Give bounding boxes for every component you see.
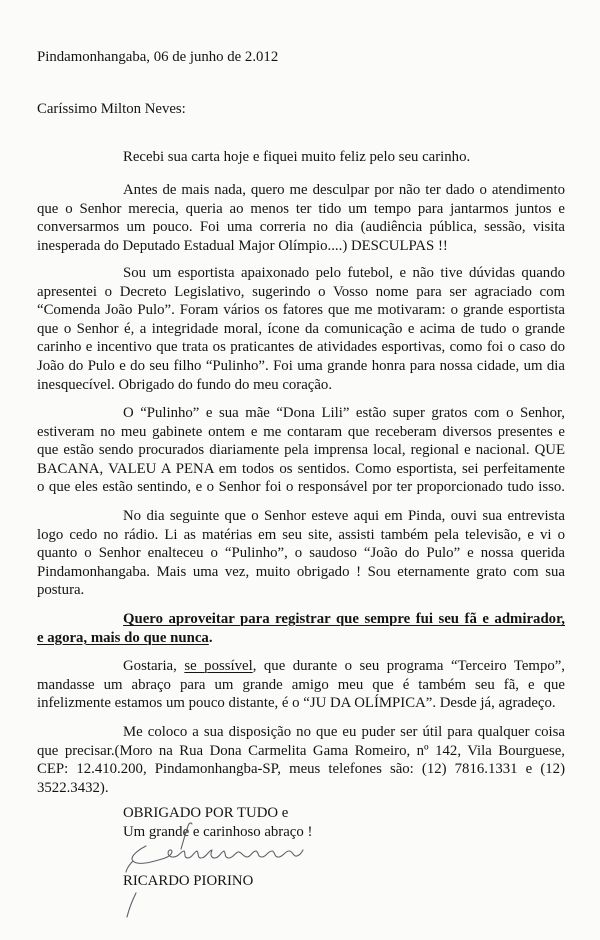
- body-line: Pindamonhangaba. Mais uma vez, muito obrigado ! Sou eternamente grato com sua: [37, 563, 565, 580]
- paragraph-3: [37, 264, 565, 394]
- signer-name-block: [123, 872, 523, 891]
- underlined-text: se possível: [184, 658, 253, 674]
- body-line: quanto o Senhor enalteceu o “Pulinho”, o saudoso “João do Pulo” e nossa querida: [37, 545, 565, 562]
- body-line: [37, 657, 565, 676]
- date-line-block: [37, 48, 565, 67]
- body-line: inesperada do Deputado Estadual Major Olímpio....) DESCULPAS !!: [37, 237, 448, 254]
- body-line: o que eles estão sentindo, e o Senhor foi o responsável por ter proporcionado tudo isso.: [37, 479, 565, 496]
- underlined-text: e agora, mais do que nunca: [37, 629, 209, 646]
- salutation: Caríssimo Milton Neves:: [37, 101, 186, 117]
- body-line: que estão sendo procurados diariamente pela imprensa local, regional e nacional. QUE: [37, 442, 565, 459]
- body-line: No dia seguinte que o Senhor esteve aqui em Pinda, ouvi sua entrevista: [123, 508, 565, 524]
- paragraph-8: [37, 723, 565, 797]
- body-line: que o Senhor merecia, queria ao menos ter tido um tempo para jantarmos juntos e: [37, 200, 565, 217]
- body-line: logo cedo no rádio. Li as matérias em seu site, assisti também pela televisão, e vi o: [37, 526, 565, 543]
- body-line: O “Pulinho” e sua mãe “Dona Lili” estão super gratos com o Senhor,: [123, 405, 565, 421]
- body-line: que o Senhor é, a integridade moral, ícone da comunicação e acima de tudo o grande: [37, 320, 565, 337]
- end-punctuation: .: [208, 629, 213, 646]
- paragraph-7: [37, 657, 565, 713]
- body-line: infelizmente estamos um pouco distante, é o “JU DA OLÍMPICA”. Desde já, agradeço.: [37, 695, 556, 712]
- body-line: que precisar.(Moro na Rua Dona Carmelita Gama Romeiro, nº 142, Vila Bourguese,: [37, 742, 565, 759]
- salutation-block: [37, 100, 565, 119]
- body-line: CEP: 12.410.200, Pindamonhangba-SP, meus telefones são: (12) 7816.1331 e (12): [37, 761, 565, 778]
- body-line: Recebi sua carta hoje e fiquei muito feliz pelo seu carinho.: [123, 149, 471, 165]
- body-line: Antes de mais nada, quero me desculpar por não ter dado o atendimento: [123, 182, 565, 198]
- paragraph-4: [37, 404, 565, 497]
- body-line: postura.: [37, 582, 85, 599]
- body-line: conversarmos um pouco. Foi uma correria no dia (audiência pública, sessão, visita: [37, 219, 565, 236]
- body-line: inesquecível. Obrigado do fundo do meu coração.: [37, 376, 333, 393]
- body-line: Sou um esportista apaixonado pelo futebol, e não tive dúvidas quando: [123, 265, 565, 281]
- signature-start-stroke: [126, 861, 133, 872]
- body-line: carinho e incentivo que trata os praticantes de atividades esportivas, como foi o caso do: [37, 339, 565, 356]
- body-line: 3522.3432).: [37, 779, 109, 796]
- paragraph-5: [37, 507, 565, 600]
- date-line: Pindamonhangaba, 06 de junho de 2.012: [37, 49, 279, 65]
- body-line: João do Pulo e do seu filho “Pulinho”. Foi uma grande honra para nossa cidade, um dia: [37, 357, 565, 374]
- signature-scribble: [132, 846, 303, 863]
- closing-line: Um grande e carinhoso abraço !: [123, 823, 313, 840]
- emphasis-line: [37, 629, 565, 648]
- signer-name: RICARDO PIORINO: [123, 873, 254, 889]
- body-line: Me coloco a sua disposição no que eu puder ser útil para qualquer coisa: [123, 724, 565, 740]
- emphasis-line: [37, 610, 565, 629]
- body-line: estiveram no meu gabinete ontem e me contaram que receberam diversos presentes e: [37, 423, 565, 440]
- closing-line: OBRIGADO POR TUDO e: [123, 805, 289, 821]
- line-segment: Gostaria,: [123, 658, 185, 674]
- line-segment: , que durante o seu programa “Terceiro Tempo”,: [252, 658, 566, 674]
- emphasis-paragraph: [37, 610, 565, 647]
- body-line: mandasse um abraço para um grande amigo meu que é também seu fã, e que: [37, 676, 565, 693]
- body-line: apresentei o Decreto Legislativo, sugerindo o Vosso nome para ser agraciado com: [37, 283, 565, 300]
- body-line: BACANA, VALEU A PENA em todos os sentidos. Como esportista, sei perfeitamente: [37, 460, 565, 477]
- paragraph-1: [37, 148, 565, 167]
- closing-block: [123, 804, 523, 841]
- body-line: “Comenda João Pulo”. Foram vários os fatores que me motivaram: o grande esportista: [37, 302, 565, 319]
- paragraph-2: [37, 181, 565, 255]
- underlined-text: Quero aproveitar para registrar que sempre fui seu fã e admirador,: [123, 611, 565, 627]
- signature-tail-stroke: [127, 893, 136, 917]
